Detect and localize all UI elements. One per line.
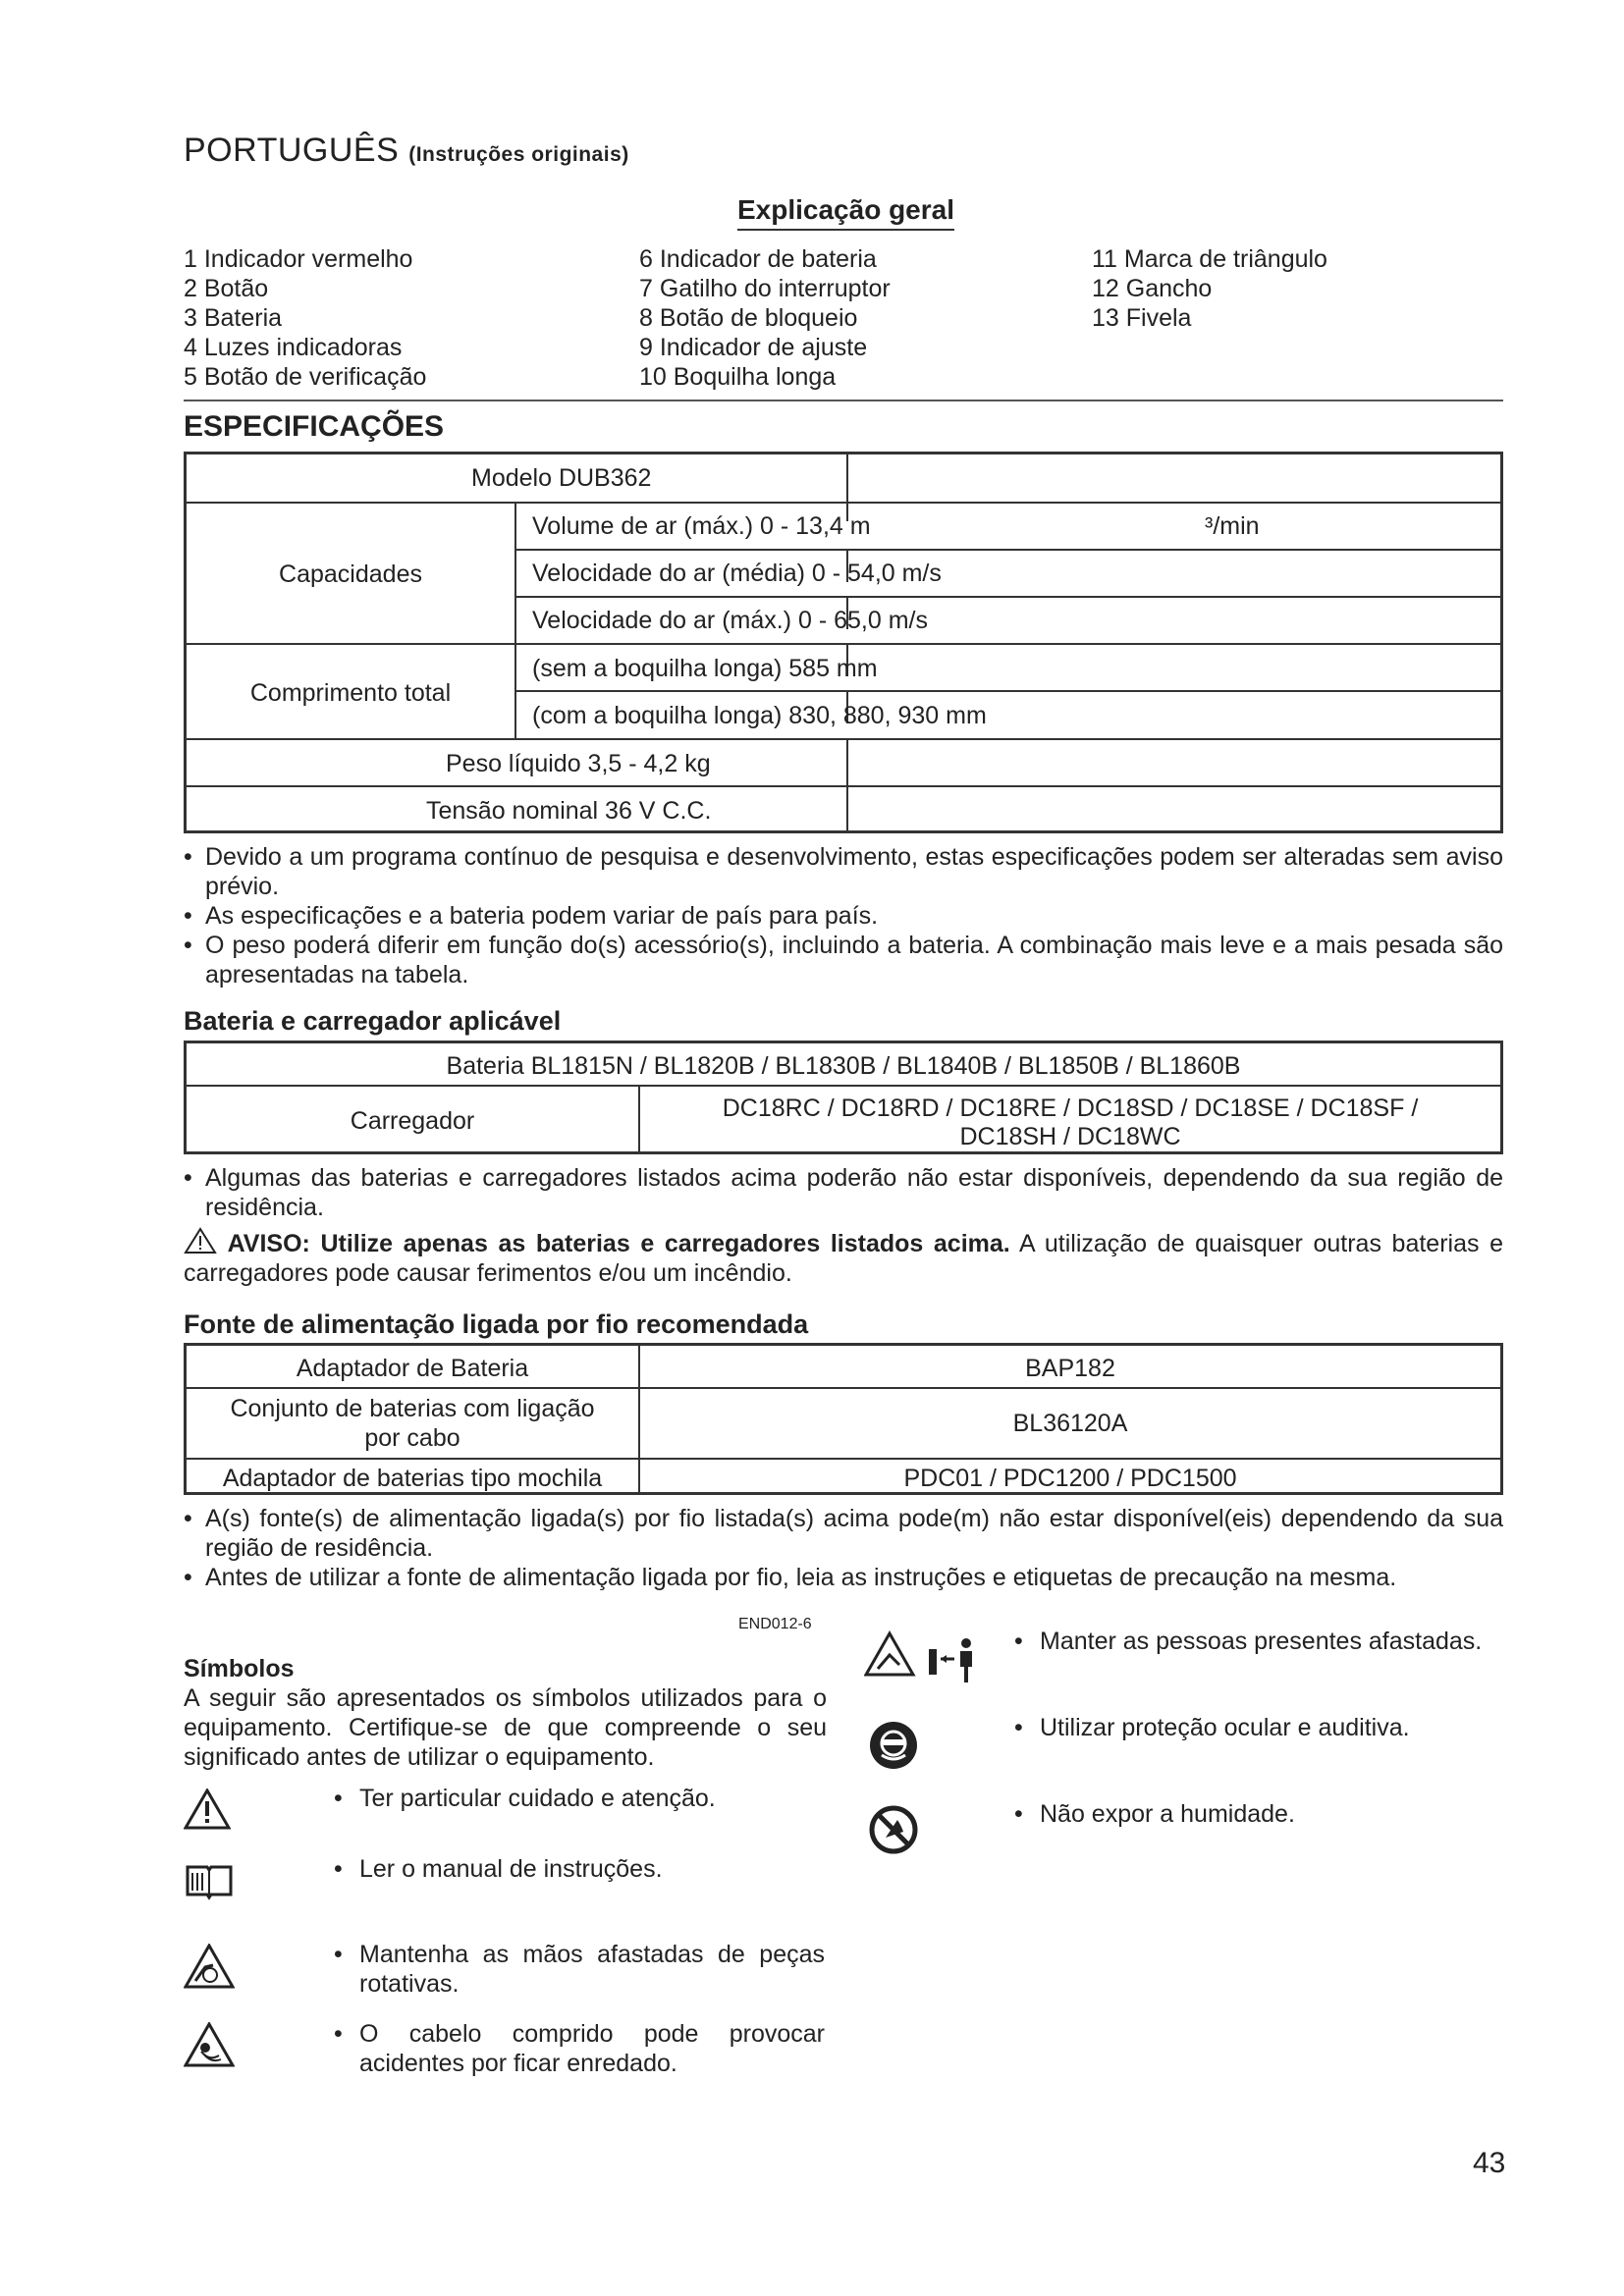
- specs-title: ESPECIFICAÇÕES: [184, 410, 445, 443]
- manual-icon: [184, 1861, 235, 1900]
- charger-list-line-2: DC18SH / DC18WC: [959, 1123, 1181, 1150]
- symbol-desc: • Ter particular cuidado e atenção.: [334, 1785, 716, 1812]
- list-item: 8 Botão de bloqueio: [639, 304, 858, 332]
- list-item: 2 Botão: [184, 275, 269, 302]
- charger-label: Carregador: [350, 1107, 475, 1135]
- document-code: END012-6: [738, 1616, 812, 1632]
- charger-list-line-1: DC18RC / DC18RD / DC18RE / DC18SD / DC18SE / DC18SF /: [722, 1095, 1419, 1122]
- no-moisture-icon: [868, 1804, 919, 1855]
- bystanders-icon: [864, 1629, 992, 1686]
- power-row-label: Conjunto de baterias com ligação: [230, 1395, 595, 1422]
- spec-without-nozzle: (sem a boquilha longa) 585 mm: [532, 655, 878, 682]
- long-hair-icon: [184, 2022, 235, 2067]
- symbols-intro: A seguir são apresentados os símbolos utilizados para o equipamento. Certifique-se de que compreende o seu significado antes de utilizar o equipamento.: [184, 1684, 827, 1771]
- eye-ear-protection-icon: [868, 1720, 919, 1771]
- spec-capacities-label: Capacidades: [279, 561, 422, 588]
- list-item: • Algumas das baterias e carregadores listados acima poderão não estar disponíveis, dependendo da sua região de residência.: [184, 1164, 1503, 1221]
- list-item: • A(s) fonte(s) de alimentação ligada(s) por fio listada(s) acima pode(m) não estar disponível(eis) dependendo da sua região de residência.: [184, 1505, 1503, 1562]
- page-number: 43: [1473, 2147, 1506, 2179]
- list-item: 12 Gancho: [1092, 275, 1213, 302]
- divider: [184, 400, 1503, 401]
- symbol-desc: • Não expor a humidade.: [1014, 1800, 1295, 1828]
- page-title: [184, 132, 629, 170]
- battery-list: Bateria BL1815N / BL1820B / BL1830B / BL1840B / BL1850B / BL1860B: [446, 1052, 1241, 1080]
- battery-table: [184, 1041, 1503, 1154]
- list-item: • As especificações e a bateria podem variar de país para país.: [184, 902, 879, 930]
- warning-icon: [184, 1227, 217, 1255]
- power-row-label: Adaptador de Bateria: [296, 1355, 529, 1382]
- symbol-desc: • Ler o manual de instruções.: [334, 1855, 663, 1883]
- spec-voltage: Tensão nominal 36 V C.C.: [426, 797, 712, 825]
- battery-note: [184, 1163, 1503, 1222]
- list-item: 4 Luzes indicadoras: [184, 334, 403, 361]
- rotating-parts-icon: [184, 1944, 235, 1989]
- spec-air-volume: Volume de ar (máx.) 0 - 13,4 m: [532, 512, 871, 540]
- symbol-desc: • Utilizar proteção ocular e auditiva.: [1014, 1714, 1410, 1741]
- spec-with-nozzle: (com a boquilha longa) 830, 880, 930 mm: [532, 702, 987, 729]
- list-item: 3 Bateria: [184, 304, 283, 332]
- list-item: • O peso poderá diferir em função do(s) acessório(s), incluindo a bateria. A combinação mais leve e a mais pesada são apresentadas na tabela.: [184, 932, 1503, 988]
- list-item: 1 Indicador vermelho: [184, 245, 413, 273]
- power-row-value: PDC01 / PDC1200 / PDC1500: [903, 1465, 1237, 1492]
- overview-title: Explicação geral: [737, 194, 954, 231]
- list-item: 11 Marca de triângulo: [1092, 245, 1327, 273]
- overview-col-2: [639, 244, 891, 392]
- power-notes: [184, 1504, 1503, 1592]
- power-title: Fonte de alimentação ligada por fio recomendada: [184, 1309, 809, 1339]
- power-row-label: por cabo: [364, 1424, 460, 1452]
- battery-title: Bateria e carregador aplicável: [184, 1006, 562, 1036]
- original-instructions-note: (Instruções originais): [408, 143, 629, 166]
- list-item: 6 Indicador de bateria: [639, 245, 877, 273]
- specs-notes: [184, 842, 1503, 989]
- spec-model: Modelo DUB362: [471, 464, 652, 492]
- battery-warning: AVISO: Utilize apenas as baterias e carregadores listados acima. A utilização de quaisquer outras baterias e carregadores pode causar ferimentos e/ou um incêndio.: [184, 1227, 1503, 1288]
- overview-col-1: [184, 244, 426, 392]
- spec-length-label: Comprimento total: [249, 679, 452, 707]
- symbol-desc: • Mantenha as mãos afastadas de peças rotativas.: [334, 1941, 825, 1998]
- spec-air-speed-max: Velocidade do ar (máx.) 0 - 65,0 m/s: [532, 607, 928, 634]
- list-item: 7 Gatilho do interruptor: [639, 275, 891, 302]
- power-row-value: BL36120A: [1012, 1410, 1128, 1437]
- spec-air-speed-avg: Velocidade do ar (média) 0 - 54,0 m/s: [532, 560, 942, 587]
- language-title: PORTUGUÊS: [184, 132, 400, 169]
- overview-col-3: [1092, 244, 1327, 333]
- power-table: [184, 1343, 1503, 1495]
- symbol-desc: • Manter as pessoas presentes afastadas.: [1014, 1628, 1483, 1655]
- list-item: 9 Indicador de ajuste: [639, 334, 868, 361]
- symbols-title: Símbolos: [184, 1655, 295, 1682]
- list-item: 13 Fivela: [1092, 304, 1192, 332]
- list-item: 5 Botão de verificação: [184, 363, 427, 391]
- list-item: • Antes de utilizar a fonte de alimentação ligada por fio, leia as instruções e etiquetas de precaução na mesma.: [184, 1564, 1397, 1591]
- symbol-desc: • O cabelo comprido pode provocar acidentes por ficar enredado.: [334, 2020, 825, 2077]
- caution-icon: [184, 1789, 231, 1830]
- list-item: 10 Boquilha longa: [639, 363, 837, 391]
- specs-table: [184, 452, 1503, 833]
- list-item: • Devido a um programa contínuo de pesquisa e desenvolvimento, estas especificações podem ser alteradas sem aviso prévio.: [184, 843, 1503, 900]
- power-row-value: BAP182: [1025, 1355, 1115, 1382]
- power-row-label: Adaptador de baterias tipo mochila: [222, 1465, 603, 1492]
- spec-air-volume-unit: ³/min: [1205, 512, 1260, 540]
- spec-net-weight: Peso líquido 3,5 - 4,2 kg: [446, 750, 711, 777]
